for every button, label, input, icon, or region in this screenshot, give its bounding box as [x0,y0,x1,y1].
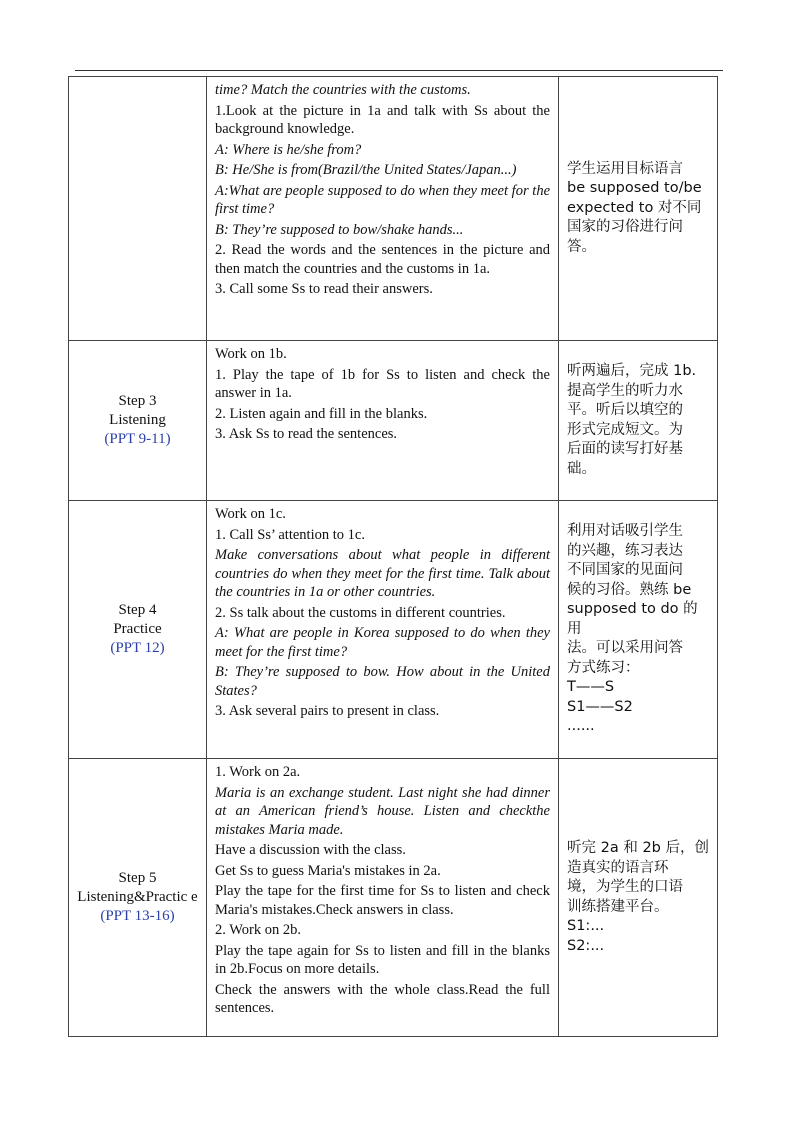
step-skill: Listening [109,412,166,428]
ppt-reference: (PPT 9-11) [104,431,171,447]
activity-line: B: They’re supposed to bow/shake hands... [215,221,464,238]
activity-line: 2. Ss talk about the customs in different countries. [215,604,506,621]
activity-line: B: They’re supposed to bow. How about in the United States? [215,664,550,699]
aim-line: 后面的读写打好基 [567,441,683,457]
teaching-aim-cell [559,77,718,341]
activity-line: 1. Work on 2a. [215,764,301,780]
aim-line: 形式完成短文。为 [567,421,683,438]
aim-line: 训练搭建平台。 [567,898,669,915]
step-cell [69,77,207,341]
activity-line: Maria is an exchange student. Last night she had dinner at an American friend’s house. Listen and checkthe mistakes Maria made. [215,784,550,838]
aim-line: 不同国家的见面问 [567,562,683,579]
activity-line: A: What are people in Korea supposed to do when they meet for the first time? [215,625,550,660]
activity-line: Work on 1b. [215,346,287,362]
aim-line: 候的习俗。熟练 be [567,581,692,598]
activities-cell [207,77,559,341]
activities-cell [207,501,559,759]
activity-line: 2. Listen again and fill in the blanks. [215,405,428,422]
aim-line: S2:... [567,937,605,954]
step-skill: Listening&Practic e [77,889,198,905]
aim-line: 法。可以采用问答 [567,640,683,657]
activity-line: Make conversations about what people in different countries do when they meet for the first time. Talk about the countries in 1a or other countries. [215,547,550,600]
activity-line: A:What are people supposed to do when they meet for the first time? [215,182,550,217]
activity-line: Get Ss to guess Maria's mistakes in 2a. [215,862,441,879]
activity-line: Play the tape for the first time for Ss to listen and check Maria's mistakes.Check answers in class. [215,883,550,918]
step-skill: Practice [113,621,162,637]
step-number: Step 5 [118,870,157,886]
aim-line: 利用对话吸引学生 [567,523,683,540]
aim-line: supposed to do 的用 [567,601,698,637]
activity-line: Have a discussion with the class. [215,842,406,858]
aim-line: 方式练习： [567,659,640,676]
step-cell [69,341,207,501]
activity-line: 3. Call some Ss to read their answers. [215,281,433,297]
aim-line: 国家的习俗进行问 [567,219,683,236]
step-number: Step 3 [118,393,157,409]
activity-line: 1. Call Ss’ attention to 1c. [215,526,365,543]
lesson-plan-table [68,76,718,1037]
teaching-aim-cell [559,759,718,1037]
activity-line: time? Match the countries with the customs. [215,82,471,98]
aim-line: 听两遍后，完成 1b. [567,363,697,379]
aim-line: T——S [567,679,615,696]
ppt-reference: (PPT 13-16) [100,908,175,924]
table-row [69,77,718,341]
teaching-aim-cell [559,341,718,501]
ppt-reference: (PPT 12) [110,640,165,656]
activity-line: Check the answers with the whole class.Read the full sentences. [215,981,550,1016]
activity-line: 3. Ask several pairs to present in class. [215,703,440,719]
aim-line: S1:... [567,918,605,934]
aim-line: 提高学生的听力水 [567,382,683,399]
aim-line: 境，为学生的口语 [567,879,683,895]
table-row [69,501,718,759]
header-rule [75,70,723,71]
activity-line: 3. Ask Ss to read the sentences. [215,426,398,442]
aim-line: 听完 2a 和 2b 后，创 [567,840,709,856]
teaching-aim-cell [559,501,718,759]
aim-line: 答。 [567,238,596,255]
table-row [69,341,718,501]
aim-line: 造真实的语言环 [567,859,669,876]
aim-line: S1——S2 [567,698,633,715]
aim-line: ...... [567,718,595,735]
step-number: Step 4 [118,602,157,618]
activity-line: 2. Work on 2b. [215,922,301,938]
aim-line: be supposed to/be [567,180,702,197]
activity-line: 1.Look at the picture in 1a and talk with Ss about the background knowledge. [215,102,550,137]
activity-line: 2. Read the words and the sentences in the picture and then match the countries and the customs in 1a. [215,242,550,277]
aim-line: 的兴趣，练习表达 [567,542,683,559]
step-cell [69,759,207,1037]
activity-line: Play the tape again for Ss to listen and fill in the blanks in 2b.Focus on more details. [215,942,550,977]
activities-cell [207,341,559,501]
activity-line: A: Where is he/she from? [215,141,362,158]
activity-line: B: He/She is from(Brazil/the United States/Japan...) [215,162,517,178]
aim-line: 平。听后以填空的 [567,402,683,418]
aim-line: 础。 [567,460,596,477]
activity-line: Work on 1c. [215,506,286,522]
step-cell [69,501,207,759]
table-row [69,759,718,1037]
aim-line: 学生运用目标语言 [567,160,683,177]
activity-line: 1. Play the tape of 1b for Ss to listen and check the answer in 1a. [215,366,550,401]
aim-line: expected to 对不同 [567,199,702,216]
activities-cell [207,759,559,1037]
